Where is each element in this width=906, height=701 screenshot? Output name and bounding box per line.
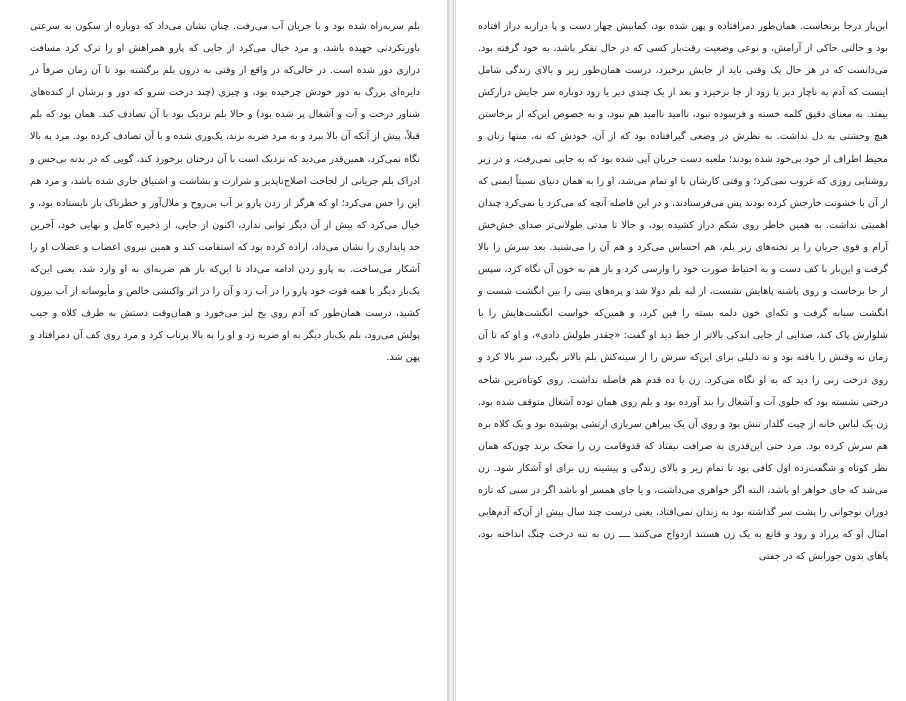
right-page <box>455 0 906 701</box>
left-page-paragraph: بلم سربه‌راه شده بود و با جریان آب می‌رفت. چنان نشان می‌داد که دوباره از سکون به سرعتی باورنکردنی جهیده باشد، و مرد خیال می‌کرد از جایی که پارو همراهش او را ترک کرد مسافت درازی دور شده است. در حالی‌که در واقع از وقتی به درون بلم برگشته بود تا آن زمان صرفاً در دایره‌ای بزرگ به دور خودش چرخیده بود، و چیزی (چند درخت سرو که دور و برشان از کنده‌های شناور درخت و آت و آشغال پر شده بود) و حالا بلم نزدیک بود با آن تصادف کند. همان بود که بلم قبلاً، پیش از آنکه آن بالا ببرد و به مرد ضربه بزند، یک‌وری شده و با آن تصادف کرده بود. مرد به بالا نگاه نمی‌کرد، همین‌قدر می‌دید که نزدیک است با آن درختان برخورد کند، گویی که در بدنه بی‌حس و ادراک بلم جریانی از لجاجت اصلاح‌ناپذیر و شرارت و بشاشت و اشتیاق جاری شده باشد، و مرد هم این را حس می‌کرد؛ او که هرگز از زدن پارو بر آب بی‌روح و ملال‌آور و خطرناک باز نایستاده بود، و خیال می‌کرد که بیش از آن دیگر توانی ندارد، اکنون از جایی، از ذخیره کامل و نهایی خود، آخرین حد پایداری را نشان می‌داد، اراده کرده بود که استقامت کند و همین نیروی اعصاب و عضلات او را آشکار می‌ساخت. به پارو زدن ادامه می‌داد تا این‌که باز هم ضربه‌ای به او وارد شد، یعنی این‌که یک‌بار دیگر با همه قوت خود پارو را در آب زد و آن را در اثر واکنشی خالص و مأیوسانه از آب بیرون کشید، درست همان‌طور که آدم روی یخ لیز می‌خورد و همان‌وقت دستش به طرف کلاه و جیب پولش می‌رود، بلم یک‌بار دیگر به او ضربه زد و او را به بالا پرتاب کرد و مرد روی کف آن دمرافتاد و پهن شد. <box>30 21 420 364</box>
left-page <box>0 0 448 701</box>
right-page-paragraph: این‌بار درجا برنخاست. همان‌طور دمرافتاده و پهن شده بود، کمابیش چهار دست و پا درازبه دراز افتاده بود و حالتی حاکی از آرامش، و نوعی وضعیت رقت‌بار کسی که در حال تفکر باشد، به خود گرفته بود. می‌دانست که در هر حال یک وقتی باید از جایش برخیزد، درست همان‌طور زیر و بالای زندگی شامل اینست که آدم به ناچار دیر یا زود از جا برخیزد و بعد از یک چندی دیر یا زود دوباره سر جایش درازکش بیفتد. به معنای دقیق کلمه خسته و فرسوده نبود، ناامید ناامید هم نبود، و به خصوص این‌که از برخاستن هیچ وحشتی به دل نداشت. به نظرش در وضعی گیرافتاده بود که از آن، خودش که نه، منتها زنان و محیط اطراف از خود بی‌خود شده بودند؛ ملعبه دست جریان آبی شده بود که به جایی نمی‌رفت، و در زیر روشنایی روزی که غروب نمی‌کرد؛ و وقتی کارشان با او تمام می‌شد، او را به همان دنیای نسبتاً ایمنی که از آن با خشونت خارجش کرده بودند پس می‌فرستادند، و در این فاصله آنچه که می‌کرد یا نمی‌کرد چندان اهمیتی نداشت. به همین خاطر روی شکم دراز کشیده بود، و حالا تا مدتی طولانی‌تر صدای خش‌خش آرام و قوی جریان را بر تخته‌های زیر بلم، هم احساس می‌کرد و هم آن را می‌شنید. بعد سرش را بالا گرفت و این‌بار با کف دست و به احتیاط صورت خود را وارسی کرد و باز هم به خون آن نگاه کرد، سپس از جا برخاست و روی پاشنه پاهایش نشست، از لبه بلم دولا شد و پره‌های بینی را بین انگشت شست و انگشت سبابه گرفت و تکه‌ای خون دلمه بسته را فین کرد، و همین‌که خواست انگشت‌هایش را با شلوارش پاک کند، صدایی از جایی اندکی بالاتر از خط دید او گفت: «چقدر طولش دادی»، و او که تا آن زمان نه وقتش را یافته بود و نه دلیلی برای این‌که سرش را از سینه‌کش بلم بالاتر بگیرد، سر بالا کرد و روی درخت زنی را دید که به او نگاه می‌کرد. زن با ده قدم هم فاصله نداشت. روی کوتاه‌ترین شاخه درختی نشسته بود که جلوی آت و آشغال را بند آورده بود و بلم روی همان توده آشغال متوقف شده بود. زن یک لباس خانه از چیت گلدار تنش بود و روی آن یک پیراهن سربازی ارتشی پوشیده بود و یک کلاه بره هم سرش کرده بود. مرد حتی این‌قدری به صرافت نیفتاد که قدوقامت زن را محک بزند چون‌که همان نظر کوتاه و شگفت‌زده اول کافی بود تا تمام زیر و بالای زندگی و پیشینه زن برای او آشکار شود. زن می‌شد که جای خواهر او باشد، البته اگر خواهری می‌داشت، و یا جای همسر او باشد اگر در سنی که تازه دوران نوجوانی را پشت سر گذاشته بود به زندان نمی‌افتاد، یعنی درست چند سال پیش از آن‌که آدم‌هایی امثال او که پرزاد و رود و قانع به یک زن هستند ازدواج می‌کنند ــــ زن به تنه درخت چنگ انداخته بود، پاهای بدون جورابش که در جفتی <box>478 21 888 563</box>
book-gutter <box>448 0 454 701</box>
